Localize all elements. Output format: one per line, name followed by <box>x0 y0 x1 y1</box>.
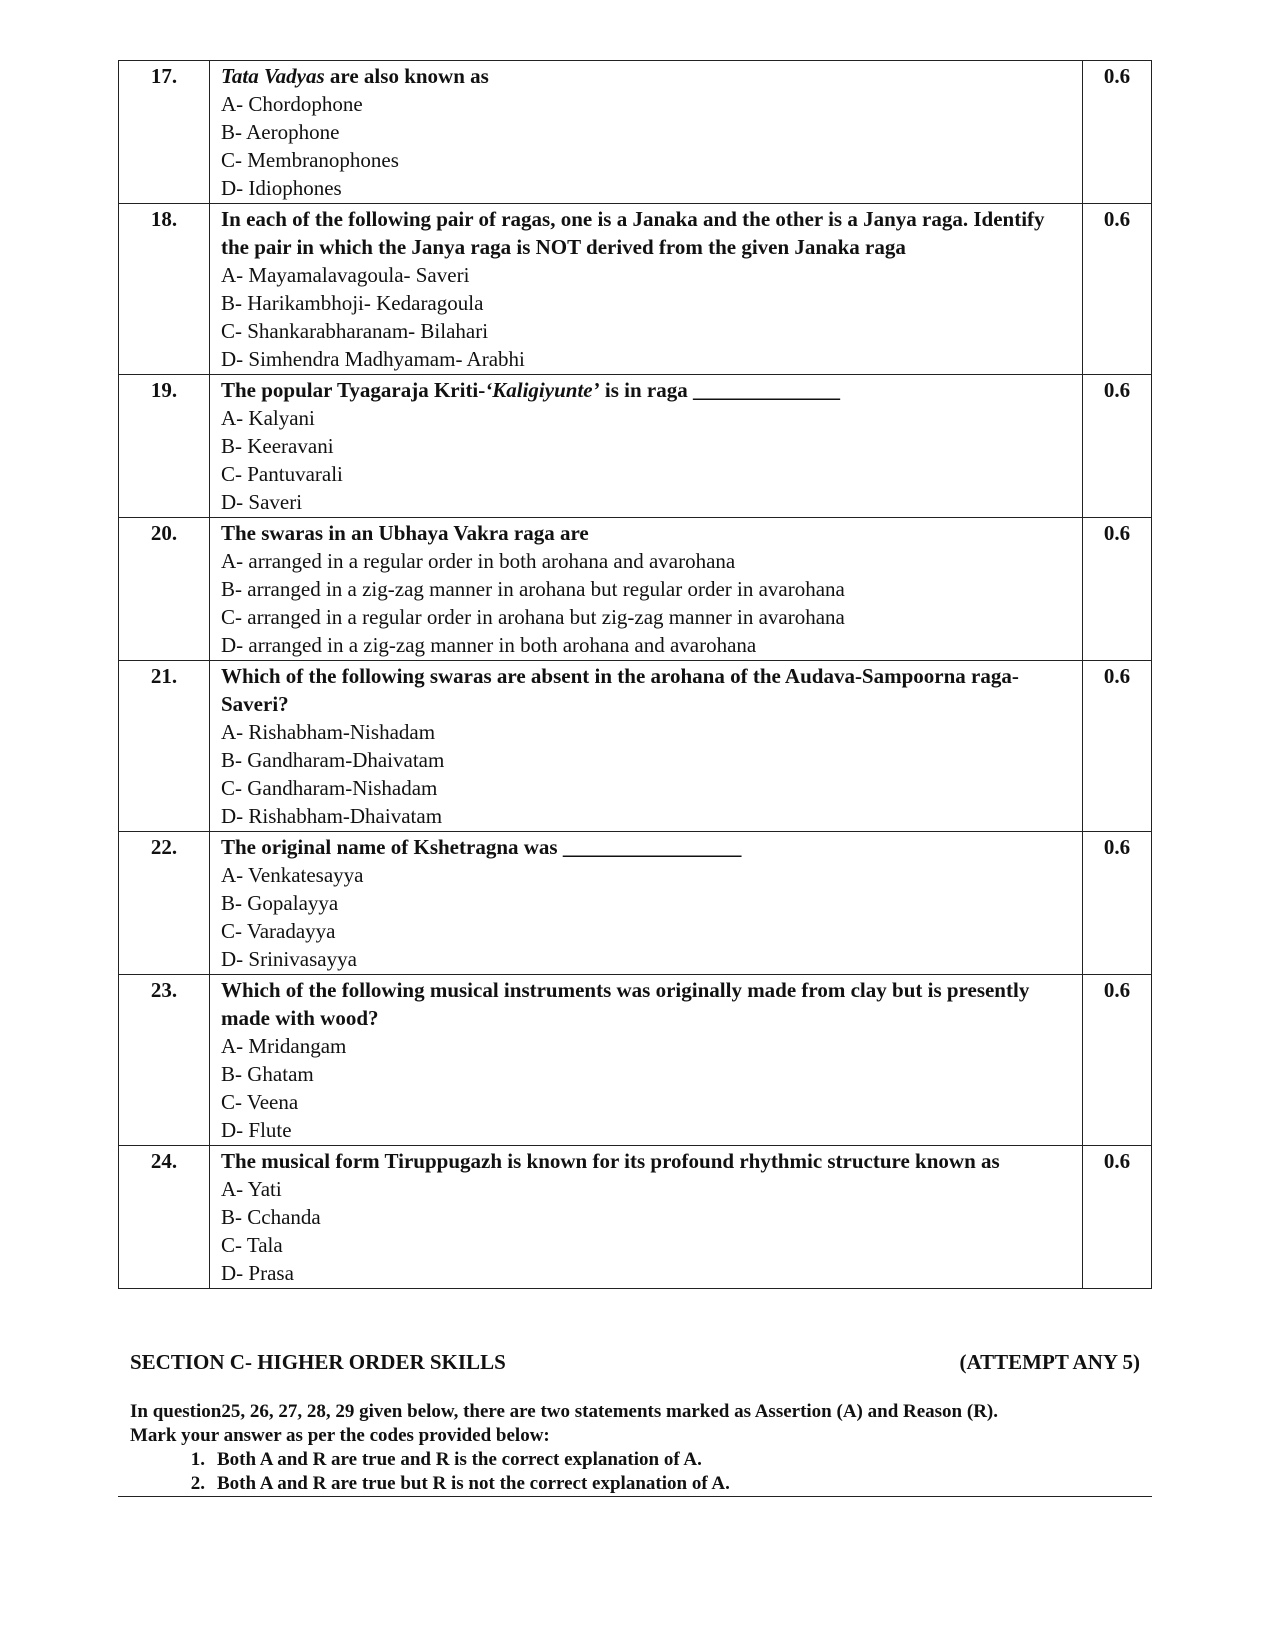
questions-table <box>118 60 1152 1289</box>
question-marks: 0.6 <box>1083 975 1152 1146</box>
answer-code-number: 2. <box>190 1473 205 1494</box>
question-content <box>210 204 1083 375</box>
answer-option: D- Idiophones <box>221 176 342 200</box>
question-row <box>119 61 1152 204</box>
answer-option: A- Kalyani <box>221 406 315 430</box>
question-stem-text-end: are also known as <box>324 64 489 88</box>
question-stem <box>221 1147 1072 1175</box>
answer-option: B- Keeravani <box>221 434 334 458</box>
question-stem-text-end: is in raga ______________ <box>599 378 840 402</box>
answer-code-item <box>130 1472 1150 1496</box>
answer-option: C- Veena <box>221 1090 299 1114</box>
answer-option: C- arranged in a regular order in arohana but zig-zag manner in avarohana <box>221 605 845 629</box>
question-number: 19. <box>119 375 210 518</box>
section-heading <box>130 1350 1140 1375</box>
answer-option: D- Prasa <box>221 1261 294 1285</box>
section-title: SECTION C- HIGHER ORDER SKILLS <box>130 1350 506 1374</box>
answer-option: A- Chordophone <box>221 92 363 116</box>
question-stem <box>221 519 1072 547</box>
question-stem <box>221 976 1072 1032</box>
question-stem-text: Which of the following swaras are absent in the arohana of the Audava-Sampoorna raga- Saveri? <box>221 664 1019 716</box>
answer-code-text: Both A and R are true but R is not the correct explanation of A. <box>217 1473 730 1494</box>
answer-option: D- Flute <box>221 1118 292 1142</box>
answer-option: C- Membranophones <box>221 148 399 172</box>
question-content <box>210 661 1083 832</box>
answer-option: A- Yati <box>221 1177 282 1201</box>
question-row <box>119 975 1152 1146</box>
answer-option: B- Harikambhoji- Kedaragoula <box>221 291 484 315</box>
answer-option: D- Simhendra Madhyamam- Arabhi <box>221 347 525 371</box>
questions-table-body <box>119 61 1152 1289</box>
page-bottom-rule <box>118 1496 1152 1497</box>
question-content <box>210 375 1083 518</box>
question-stem <box>221 62 1072 90</box>
section-note: (ATTEMPT ANY 5) <box>959 1350 1140 1374</box>
question-marks: 0.6 <box>1083 1146 1152 1289</box>
instruction-line-1: In question25, 26, 27, 28, 29 given below, there are two statements marked as Assertion (A) and Reason (R). <box>130 1401 998 1422</box>
answer-option: C- Varadayya <box>221 919 336 943</box>
question-stem <box>221 376 1072 404</box>
question-row <box>119 832 1152 975</box>
answer-option: A- Mridangam <box>221 1034 347 1058</box>
answer-option: B- Gandharam-Dhaivatam <box>221 748 445 772</box>
answer-option: A- Venkatesayya <box>221 863 364 887</box>
question-marks: 0.6 <box>1083 375 1152 518</box>
answer-option: B- Aerophone <box>221 120 340 144</box>
question-stem-text: Which of the following musical instruments was originally made from clay but is presently made with wood? <box>221 978 1030 1030</box>
answer-option: C- Gandharam-Nishadam <box>221 776 438 800</box>
answer-option: C- Shankarabharanam- Bilahari <box>221 319 489 343</box>
question-row <box>119 518 1152 661</box>
question-content <box>210 61 1083 204</box>
question-marks: 0.6 <box>1083 204 1152 375</box>
question-stem-text: The swaras in an Ubhaya Vakra raga are <box>221 521 589 545</box>
assertion-reason-instructions <box>130 1400 1150 1496</box>
question-row <box>119 375 1152 518</box>
question-marks: 0.6 <box>1083 518 1152 661</box>
question-marks: 0.6 <box>1083 832 1152 975</box>
question-stem <box>221 205 1072 261</box>
question-stem <box>221 662 1072 718</box>
question-number: 17. <box>119 61 210 204</box>
question-number: 23. <box>119 975 210 1146</box>
question-stem-text: In each of the following pair of ragas, one is a Janaka and the other is a Janya raga. Identify the pair in which the Janya raga is NOT derived from the given Janaka raga <box>221 207 1045 259</box>
question-stem <box>221 833 1072 861</box>
answer-option: D- arranged in a zig-zag manner in both arohana and avarohana <box>221 633 757 657</box>
question-stem-text: The popular Tyagaraja Kriti- <box>221 378 486 402</box>
question-marks: 0.6 <box>1083 661 1152 832</box>
question-content <box>210 975 1083 1146</box>
question-number: 22. <box>119 832 210 975</box>
question-number: 21. <box>119 661 210 832</box>
instruction-line-2: Mark your answer as per the codes provided below: <box>130 1425 550 1446</box>
question-stem-text: The original name of Kshetragna was _________________ <box>221 835 742 859</box>
question-number: 20. <box>119 518 210 661</box>
answer-option: B- Gopalayya <box>221 891 339 915</box>
question-number: 24. <box>119 1146 210 1289</box>
answer-option: A- Mayamalavagoula- Saveri <box>221 263 470 287</box>
question-row <box>119 661 1152 832</box>
answer-option: A- arranged in a regular order in both arohana and avarohana <box>221 549 736 573</box>
answer-option: D- Srinivasayya <box>221 947 357 971</box>
question-row <box>119 1146 1152 1289</box>
answer-option: B- Ghatam <box>221 1062 314 1086</box>
question-stem-italic: Tata Vadyas <box>221 64 325 88</box>
answer-option: A- Rishabham-Nishadam <box>221 720 436 744</box>
answer-code-item <box>130 1448 1150 1472</box>
answer-option: D- Rishabham-Dhaivatam <box>221 804 443 828</box>
answer-option: C- Pantuvarali <box>221 462 343 486</box>
answer-option: D- Saveri <box>221 490 303 514</box>
question-row <box>119 204 1152 375</box>
answer-option: B- arranged in a zig-zag manner in arohana but regular order in avarohana <box>221 577 845 601</box>
question-stem-text: The musical form Tiruppugazh is known for its profound rhythmic structure known as <box>221 1149 1000 1173</box>
answer-option: B- Cchanda <box>221 1205 321 1229</box>
question-stem-italic: ‘Kaligiyunte’ <box>485 378 600 402</box>
question-number: 18. <box>119 204 210 375</box>
question-content <box>210 1146 1083 1289</box>
question-content <box>210 518 1083 661</box>
answer-code-text: Both A and R are true and R is the correct explanation of A. <box>217 1449 702 1470</box>
answer-codes-list <box>130 1448 1150 1496</box>
answer-code-number: 1. <box>190 1449 205 1470</box>
answer-option: C- Tala <box>221 1233 283 1257</box>
question-content <box>210 832 1083 975</box>
question-marks: 0.6 <box>1083 61 1152 204</box>
